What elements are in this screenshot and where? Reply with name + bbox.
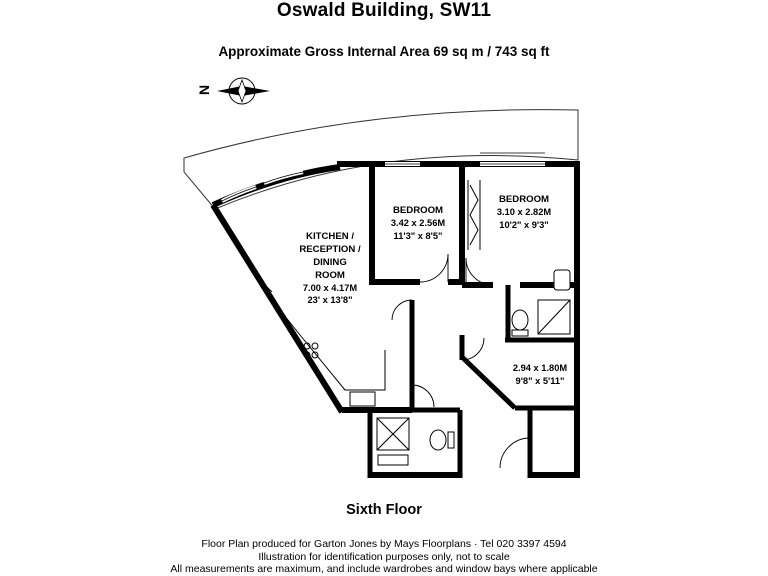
kitchen-metric: 7.00 x 4.17M (302, 283, 358, 293)
room-label-kitchen (299, 231, 361, 305)
ensuite-fixtures (512, 270, 570, 336)
north-label: N (196, 84, 212, 95)
room-label-bedroom2 (497, 194, 552, 230)
footer-line-3: All measurements are maximum, and include wardrobes and window bays where applicable (170, 563, 598, 575)
kitchen-name-line-1: KITCHEN / (306, 231, 354, 242)
footer-line-2: Illustration for identification purposes only, not to scale (258, 551, 510, 563)
room-label-study (513, 363, 568, 386)
kitchen-name-line-2: RECEPTION / (299, 244, 361, 255)
windows (222, 164, 545, 201)
wardrobes (468, 180, 480, 250)
footer-line-1: Floor Plan produced for Garton Jones by Mays Floorplans · Tel 020 3397 4594 (201, 538, 567, 550)
page-title: Oswald Building, SW11 (276, 0, 492, 21)
north-arrow-icon (196, 78, 270, 104)
kitchen-imperial: 23' x 13'8" (307, 295, 353, 305)
bedroom1-metric: 3.42 x 2.56M (390, 218, 446, 228)
floor-label: Sixth Floor (346, 502, 422, 518)
bedroom2-name: BEDROOM (498, 194, 550, 205)
bedroom1-name: BEDROOM (392, 205, 444, 216)
bathroom-fixtures (377, 418, 454, 465)
bedroom2-imperial: 10'2" x 9'3" (499, 220, 549, 230)
bedroom2-metric: 3.10 x 2.82M (496, 207, 552, 217)
gross-area-line: Approximate Gross Internal Area 69 sq m / 743 sq ft (218, 44, 550, 59)
kitchen-name-line-4: ROOM (315, 270, 345, 281)
room-label-bedroom1 (391, 205, 446, 241)
study-imperial: 9'8" x 5'11" (515, 376, 565, 386)
study-metric: 2.94 x 1.80M (512, 363, 568, 373)
bedroom1-imperial: 11'3" x 8'5" (393, 231, 443, 241)
kitchen-name-line-3: DINING (313, 257, 347, 268)
